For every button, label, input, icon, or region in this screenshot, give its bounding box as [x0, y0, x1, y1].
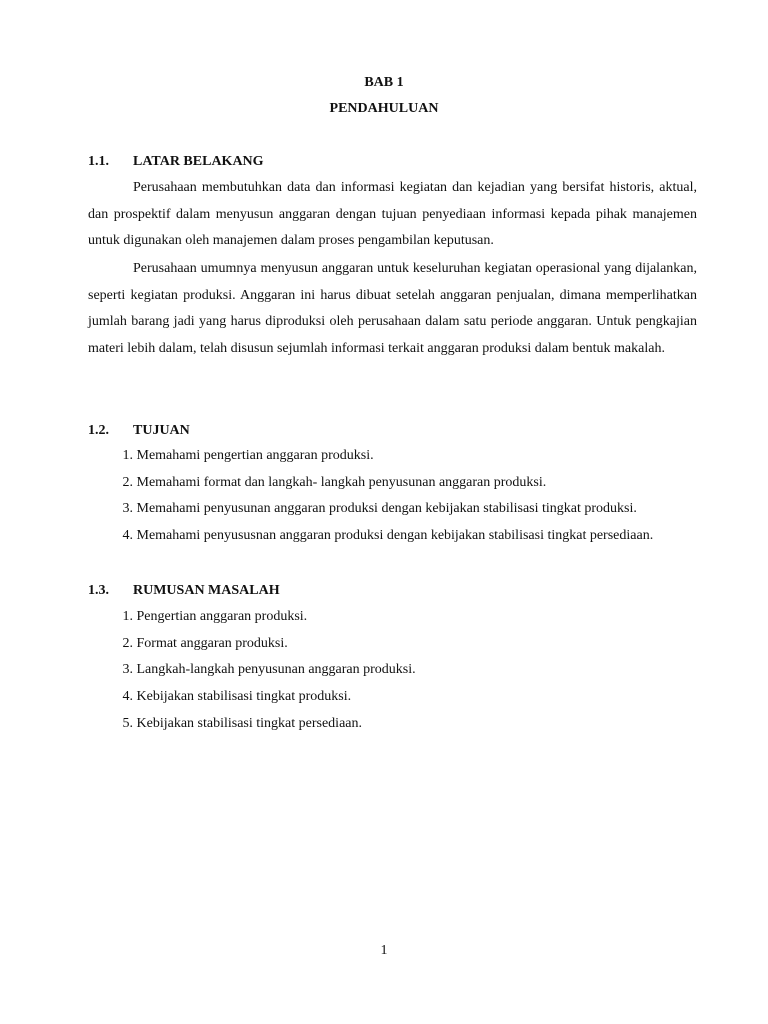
chapter-number: BAB 1: [364, 75, 404, 90]
paragraph: Perusahaan umumnya menyusun anggaran untuk keseluruhan kegiatan operasional yang dijalankan, seperti kegiatan produksi. Anggaran ini harus dibuat setelah anggaran penjualan, dimana memperlihatkan jumlah barang jadi yang harus diproduksi oleh perusahaan dalam satu periode anggaran. Untuk pengkajian materi lebih dalam, telah disusun sejumlah informasi terkait anggaran produksi dalam bentuk makalah.: [88, 261, 697, 357]
list-item: [88, 631, 708, 658]
list-item: [88, 443, 708, 470]
list-item-number: 4.: [122, 528, 133, 544]
chapter-title: PENDAHULUAN: [329, 101, 439, 116]
section-title: TUJUAN: [133, 423, 190, 438]
section-title: LATAR BELAKANG: [133, 154, 264, 169]
list-item-number: 1.: [122, 448, 133, 463]
list-item-number: 4.: [122, 689, 133, 705]
list-item-text: Memahami penyusunan anggaran produksi dengan kebijakan stabilisasi tingkat produksi.: [136, 501, 637, 517]
list-item: [88, 684, 708, 711]
list-item-text: Memahami pengertian anggaran produksi.: [136, 448, 374, 463]
section-heading-rumusan-masalah: [88, 581, 280, 601]
list-item: [88, 523, 708, 550]
rumusan-masalah-list: [88, 604, 708, 738]
section-heading-tujuan: [88, 421, 190, 441]
list-item-number: 2.: [122, 474, 133, 490]
section-number: 1.2.: [88, 423, 109, 438]
list-item-text: Kebijakan stabilisasi tingkat produksi.: [136, 689, 352, 705]
list-item: [88, 496, 708, 523]
list-item: [88, 470, 708, 497]
section-heading-latar-belakang: [88, 152, 264, 172]
list-item-text: Memahami penyususnan anggaran produksi dengan kebijakan stabilisasi tingkat persediaan.: [136, 528, 654, 544]
list-item-text: Kebijakan stabilisasi tingkat persediaan.: [136, 715, 362, 731]
list-item: [88, 711, 708, 738]
section-number: 1.3.: [88, 583, 109, 598]
page-number: 1: [380, 943, 388, 958]
list-item-text: Pengertian anggaran produksi.: [136, 609, 308, 624]
paragraph: Perusahaan membutuhkan data dan informasi kegiatan dan kejadian yang bersifat historis, aktual, dan prospektif dalam menyusun anggaran dengan tujuan penyediaan informasi kepada pihak manajemen untuk digunakan oleh manajemen dalam proses pengambilan keputusan.: [88, 180, 697, 249]
list-item-number: 5.: [122, 715, 133, 731]
list-item-number: 3.: [122, 501, 133, 517]
tujuan-list: [88, 443, 708, 550]
list-item-number: 1.: [122, 609, 133, 624]
section-number: 1.1.: [88, 154, 109, 169]
section-title: RUMUSAN MASALAH: [133, 583, 280, 598]
list-item-text: Memahami format dan langkah- langkah penyusunan anggaran produksi.: [136, 474, 547, 490]
list-item-text: Format anggaran produksi.: [136, 635, 288, 651]
list-item: [88, 657, 708, 684]
list-item: [88, 604, 708, 631]
list-item-number: 2.: [122, 635, 133, 651]
list-item-text: Langkah-langkah penyusunan anggaran produksi.: [136, 662, 416, 678]
list-item-number: 3.: [122, 662, 133, 678]
